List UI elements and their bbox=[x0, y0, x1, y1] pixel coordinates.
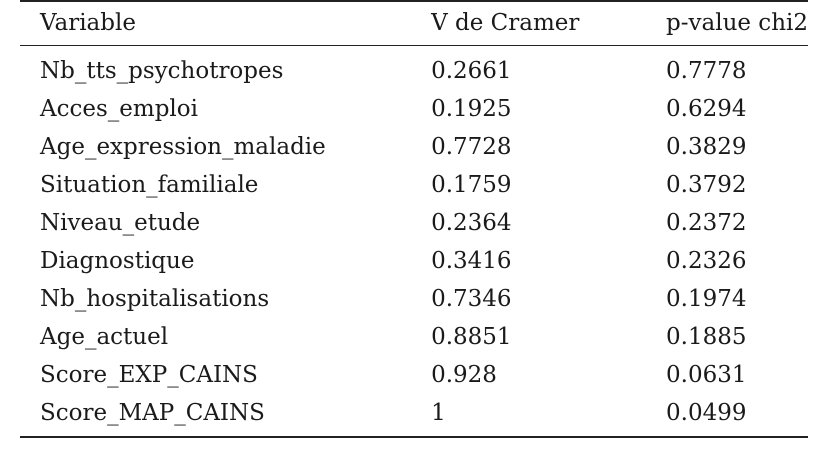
cell-variable: Situation_familiale bbox=[40, 171, 259, 198]
cell-cramer: 0.1925 bbox=[431, 95, 512, 122]
cell-pvalue: 0.0631 bbox=[666, 361, 747, 388]
cell-cramer: 0.8851 bbox=[431, 323, 512, 350]
cell-variable: Score_MAP_CAINS bbox=[40, 399, 265, 426]
table-body bbox=[20, 46, 808, 438]
cell-variable: Nb_tts_psychotropes bbox=[40, 57, 284, 84]
table-row bbox=[20, 242, 808, 280]
table-row bbox=[20, 90, 808, 128]
table-row bbox=[20, 318, 808, 356]
header-pvalue: p-value chi2 bbox=[666, 10, 808, 36]
table-row bbox=[20, 46, 808, 91]
cell-variable: Score_EXP_CAINS bbox=[40, 361, 258, 388]
cell-variable: Nb_hospitalisations bbox=[40, 285, 270, 312]
cell-cramer: 0.2364 bbox=[431, 209, 512, 236]
cell-variable: Age_expression_maladie bbox=[40, 133, 326, 160]
header-row bbox=[20, 1, 808, 46]
table-row bbox=[20, 394, 808, 437]
cell-cramer: 0.1759 bbox=[431, 171, 512, 198]
cell-pvalue: 0.6294 bbox=[666, 95, 747, 122]
cell-cramer: 1 bbox=[431, 399, 446, 426]
table-row bbox=[20, 166, 808, 204]
cell-pvalue: 0.3829 bbox=[666, 133, 747, 160]
header-cramer: V de Cramer bbox=[431, 10, 580, 36]
table-row bbox=[20, 204, 808, 242]
cell-cramer: 0.928 bbox=[431, 361, 497, 388]
cell-pvalue: 0.7778 bbox=[666, 57, 747, 84]
table-row bbox=[20, 356, 808, 394]
results-table-container bbox=[20, 0, 808, 438]
cell-cramer: 0.7346 bbox=[431, 285, 512, 312]
cell-pvalue: 0.1885 bbox=[666, 323, 747, 350]
cell-cramer: 0.3416 bbox=[431, 247, 512, 274]
table-row bbox=[20, 128, 808, 166]
cell-variable: Age_actuel bbox=[40, 323, 169, 350]
cell-variable: Niveau_etude bbox=[40, 209, 201, 236]
cell-variable: Acces_emploi bbox=[40, 95, 198, 122]
cell-variable: Diagnostique bbox=[40, 247, 195, 274]
table-row bbox=[20, 280, 808, 318]
header-variable: Variable bbox=[40, 10, 136, 36]
cell-pvalue: 0.2372 bbox=[666, 209, 747, 236]
cell-cramer: 0.2661 bbox=[431, 57, 512, 84]
cell-pvalue: 0.1974 bbox=[666, 285, 747, 312]
cell-pvalue: 0.2326 bbox=[666, 247, 747, 274]
table-header bbox=[20, 1, 808, 46]
cell-pvalue: 0.0499 bbox=[666, 399, 747, 426]
cell-cramer: 0.7728 bbox=[431, 133, 512, 160]
cell-pvalue: 0.3792 bbox=[666, 171, 747, 198]
cramer-results-table bbox=[20, 0, 808, 438]
